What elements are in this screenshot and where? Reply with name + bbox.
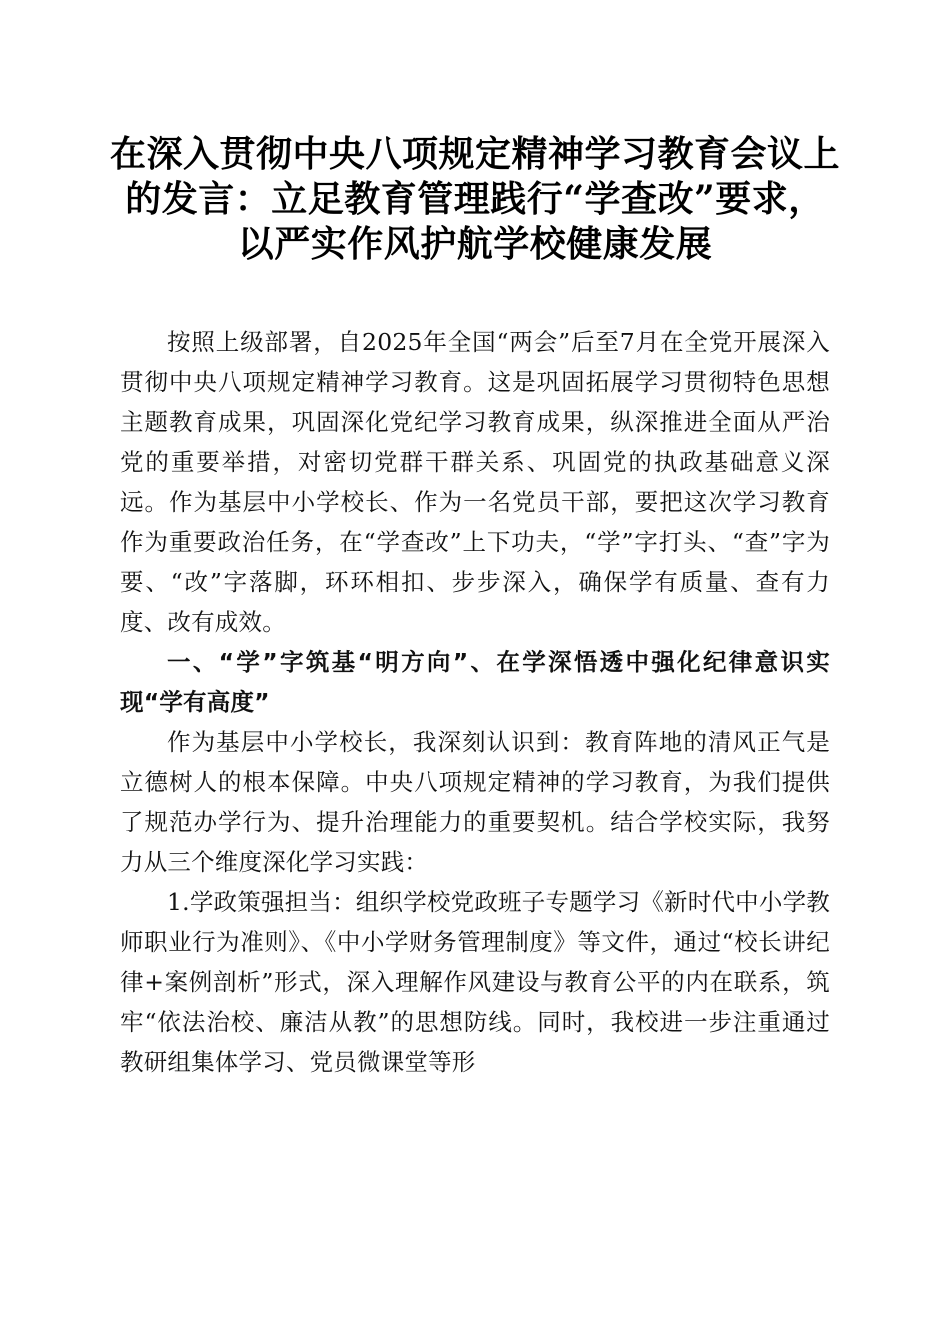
title-line-2: 的发言：立足教育管理践行“学查改”要求， [125, 178, 825, 220]
title-line-1: 在深入贯彻中央八项规定精神学习教育会议上 [110, 133, 841, 175]
intro-paragraph: 按照上级部署，自2025年全国“两会”后至7月在全党开展深入贯彻中央八项规定精神学习教育。这是巩固拓展学习贯彻特色思想主题教育成果，巩固深化党纪学习教育成果，纵深推进全面从严治党的重要举措，对密切党群干群关系、巩固党的执政基础意义深远。作为基层中小学校长、作为一名党员干部，要把这次学习教育作为重要政治任务，在“学查改”上下功夫，“学”字打头、“查”字为要、“改”字落脚，环环相扣、步步深入，确保学有质量、查有力度、改有成效。 [120, 328, 830, 636]
section-1-paragraph: 作为基层中小学校长，我深刻认识到：教育阵地的清风正气是立德树人的根本保障。中央八项规定精神的学习教育，为我们提供了规范办学行为、提升治理能力的重要契机。结合学校实际，我努力从三个维度深化学习实践： [120, 728, 830, 876]
document-title [110, 132, 840, 267]
document-body [120, 322, 830, 1082]
section-heading-1: 一、“学”字筑基“明方向”、在学深悟透中强化纪律意识实现“学有高度” [120, 648, 830, 716]
section-1-item-1: 1.学政策强担当：组织学校党政班子专题学习《新时代中小学教师职业行为准则》、《中小学财务管理制度》等文件，通过“校长讲纪律+案例剖析”形式，深入理解作风建设与教育公平的内在联系，筑牢“依法治校、廉洁从教”的思想防线。同时，我校进一步注重通过教研组集体学习、党员微课堂等形 [120, 888, 830, 1076]
title-line-3: 以严实作风护航学校健康发展 [237, 223, 713, 265]
